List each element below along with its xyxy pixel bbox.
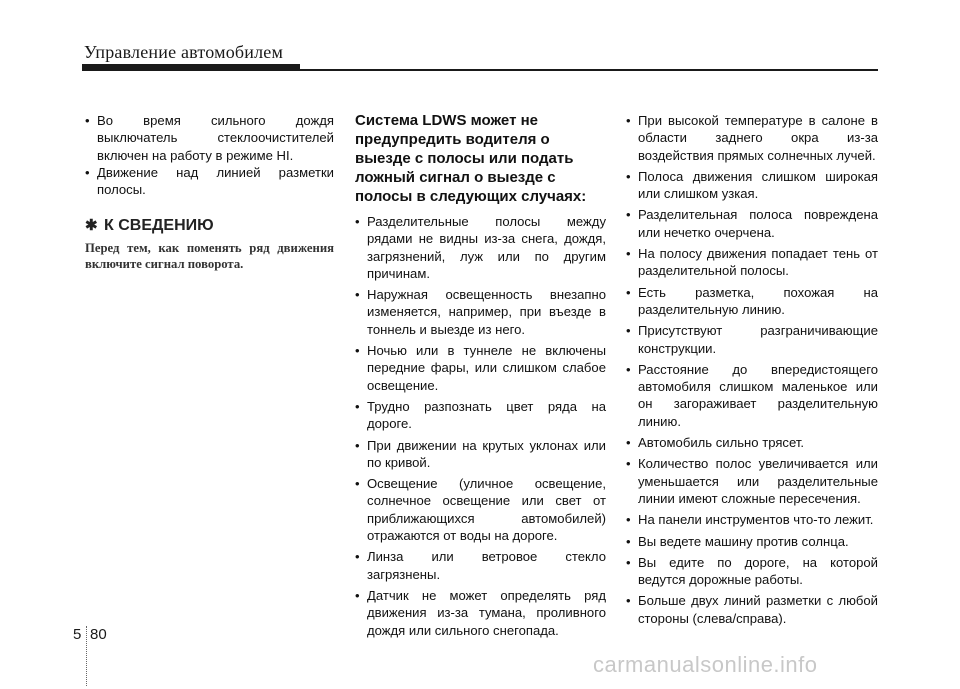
list-item: • Больше двух линий разметки с любой стороны (слева/справа). (626, 592, 878, 627)
column-middle (355, 111, 606, 643)
list-item: • Полоса движения слишком широкая или слишком узкая. (626, 168, 878, 203)
list-item: • На полосу движения попадает тень от разделительной полосы. (626, 245, 878, 280)
list-item: • Присутствуют разграничивающие конструкции. (626, 322, 878, 357)
asterisk-icon: ✱ (85, 217, 98, 235)
bullet-list-right (626, 112, 878, 627)
list-item: • Разделительная полоса повреждена или нечетко очерчена. (626, 206, 878, 241)
list-item: • Разделительные полосы между рядами не видны из-за снега, дождя, загрязнений, луж или по другим причинам. (355, 213, 606, 282)
header-rule-thick (82, 64, 300, 71)
list-item: • Расстояние до впередистоящего автомобиля слишком маленькое или он загораживает разделительную линию. (626, 361, 878, 430)
page-number-divider (86, 626, 87, 686)
watermark-link[interactable]: carmanualsonline.info (593, 652, 818, 677)
list-item: • Ночью или в туннеле не включены передние фары, или слишком слабое освещение. (355, 342, 606, 394)
list-item: • Движение над линией разметки полосы. (85, 164, 334, 199)
list-item: • Наружная освещенность внезапно изменяется, например, при въезде в тоннель и выезде из него. (355, 286, 606, 338)
list-item: • Датчик не может определять ряд движения из-за тумана, проливного дождя или сильного снегопада. (355, 587, 606, 639)
header-rule-thin (300, 69, 878, 71)
column-right (626, 112, 878, 631)
list-item: • Автомобиль сильно трясет. (626, 434, 878, 451)
bullet-list-left (85, 112, 334, 198)
bullet-list-middle (355, 213, 606, 639)
caution-heading-label: К СВЕДЕНИЮ (104, 217, 214, 235)
chapter-number: 5 (73, 626, 82, 643)
list-item: • Есть разметка, похожая на разделительную линию. (626, 284, 878, 319)
list-item: • При движении на крутых уклонах или по кривой. (355, 437, 606, 472)
list-item: • Линза или ветровое стекло загрязнены. (355, 548, 606, 583)
caution-heading (85, 216, 334, 236)
list-item: • Количество полос увеличивается или уменьшается или разделительные линии имеют сложные пересечения. (626, 455, 878, 507)
list-item: • При высокой температуре в салоне в области заднего окра из-за воздействия прямых солнечных лучей. (626, 112, 878, 164)
list-item: • Освещение (уличное освещение, солнечное освещение или свет от приближающихся автомобилей) отражаются от воды на дороге. (355, 475, 606, 544)
caution-text: Перед тем, как поменять ряд движения включите сигнал поворота. (85, 241, 334, 272)
list-item: • Во время сильного дождя выключатель стеклоочистителей включен на работу в режиме HI. (85, 112, 334, 164)
section-heading: Система LDWS может не предупредить водителя о выезде с полосы или подать ложный сигнал о выезде с полосы в следующих случаях: (355, 112, 587, 205)
list-item: • Вы ведете машину против солнца. (626, 533, 878, 550)
list-item: • Вы едите по дороге, на которой ведутся дорожные работы. (626, 554, 878, 589)
list-item: • На панели инструментов что-то лежит. (626, 511, 878, 528)
list-item: • Трудно разпознать цвет ряда на дороге. (355, 398, 606, 433)
page-number: 80 (90, 626, 107, 643)
section-title: Управление автомобилем (84, 42, 284, 62)
column-left (85, 112, 334, 272)
